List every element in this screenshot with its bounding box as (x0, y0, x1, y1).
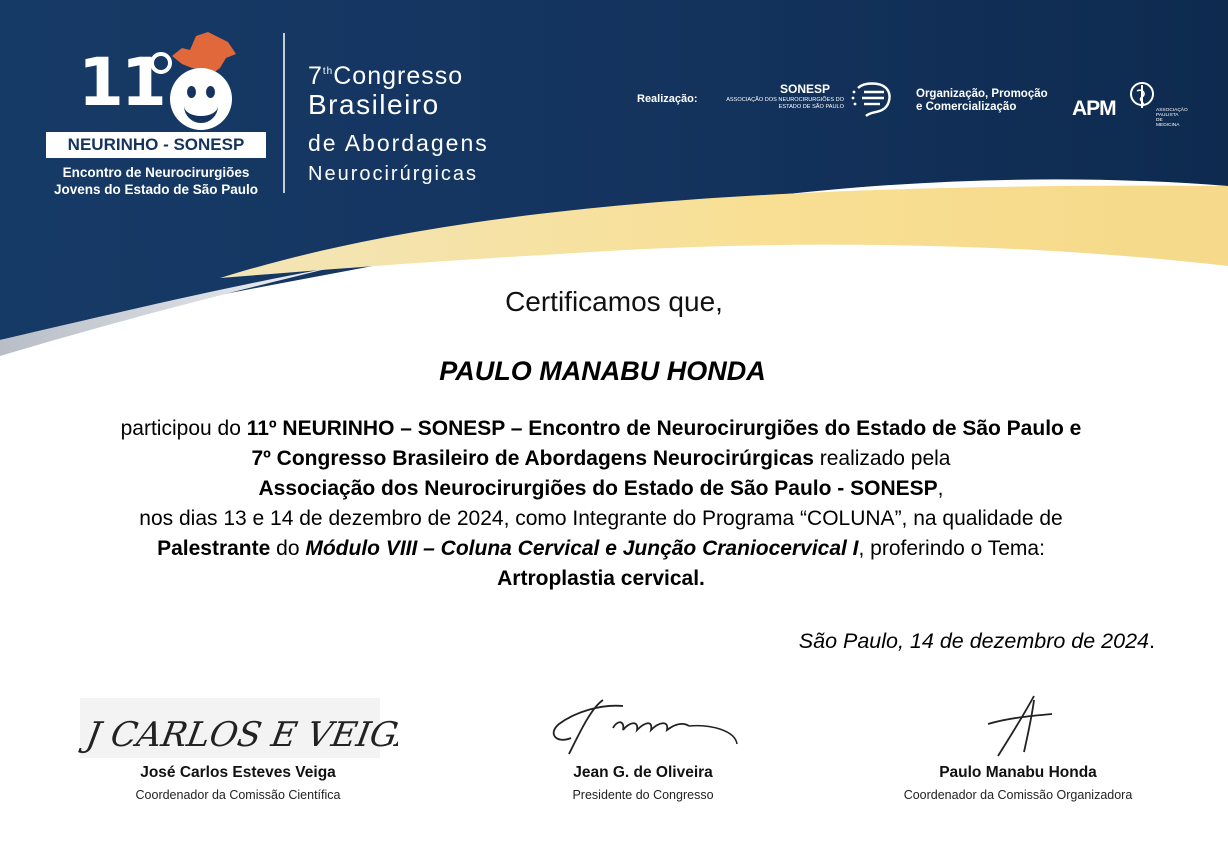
apm-caduceus-icon (1129, 82, 1155, 112)
body-line4: nos dias 13 e 14 de dezembro de 2024, como Integrante do Programa “COLUNA”, na qualidade de (139, 507, 1063, 530)
congress-line2: Brasileiro (308, 89, 440, 120)
module-name: Módulo VIII – Coluna Cervical e Junção Craniocervical I (305, 537, 859, 560)
body-line6 (40, 564, 1162, 594)
congress-line4: Neurocirúrgicas (308, 163, 479, 185)
signature-scribble-oliveira (483, 694, 803, 760)
event-name: 11º NEURINHO – SONESP – Encontro de Neurocirurgiões do Estado de São Paulo e (246, 417, 1082, 440)
signature-image (858, 694, 1178, 760)
congress-edition: 7 (308, 62, 323, 90)
logo-subtitle (40, 164, 272, 198)
neurinho-logo (40, 30, 280, 200)
place-date-text: São Paulo, 14 de dezembro de 2024 (798, 629, 1150, 653)
congress-edition-suffix: th (322, 66, 334, 77)
organizacao-label (916, 88, 1048, 114)
signer-role: Coordenador da Comissão Científica (135, 788, 341, 802)
signer-name: José Carlos Esteves Veiga (140, 764, 336, 781)
body-line3-text: , (937, 477, 944, 500)
degree-mark (150, 52, 172, 74)
body-line5-end: , proferindo o Tema: (858, 537, 1045, 560)
talk-theme: Artroplastia cervical. (497, 567, 705, 590)
signer-role: Coordenador da Comissão Organizadora (903, 788, 1133, 802)
apm-logo-subtitle: ASSOCIAÇÃO PAULISTA DE MEDICINA (1156, 108, 1188, 128)
logo-subtitle-line2: Jovens do Estado de São Paulo (53, 182, 259, 197)
recipient-name: PAULO MANABU HONDA (439, 356, 766, 386)
logo-tag: NEURINHO - SONESP (46, 132, 266, 158)
signer-name: Jean G. de Oliveira (573, 764, 713, 781)
signature-block-veiga (78, 694, 398, 802)
logo-subtitle-line1: Encontro de Neurocirurgiões (62, 165, 250, 180)
logo-number: 11 (78, 44, 164, 121)
organizacao-line2: e Comercialização (916, 101, 1017, 113)
eye-icon (187, 86, 196, 98)
header-divider (283, 33, 285, 193)
congress-line3: de Abordagens (308, 130, 489, 156)
body-line5-text: do (270, 537, 306, 560)
sonesp-logo-subtitle: ASSOCIAÇÃO DOS NEUROCIRURGIÕES DO ESTADO DE SÃO PAULO (726, 97, 844, 110)
congress-name: 7º Congresso Brasileiro de Abordagens Neurocirúrgicas (251, 447, 814, 470)
signer-name: Paulo Manabu Honda (939, 764, 1097, 781)
apm-logo-name: APM (1072, 97, 1116, 120)
eye-icon (206, 86, 215, 98)
signature-block-oliveira (483, 694, 803, 802)
organizacao-line1: Organização, Promoção (916, 88, 1048, 100)
smiley-face-icon (170, 68, 232, 130)
body-line2 (40, 444, 1162, 474)
certificate-body (40, 414, 1162, 594)
signature-image (78, 694, 398, 760)
mouth-icon (184, 100, 218, 123)
realizacao-label: Realização: (637, 93, 698, 105)
body-line3 (40, 474, 1162, 504)
body-line1 (40, 414, 1162, 444)
signature-image (483, 694, 803, 760)
signature-scribble-text: J CARLOS E VEIGA (83, 715, 398, 755)
signature-block-honda (858, 694, 1178, 802)
place-date (799, 629, 1155, 654)
sonesp-logo-name: SONESP (780, 82, 831, 96)
body-line2-text: realizado pela (813, 447, 951, 470)
body-line5 (40, 534, 1162, 564)
signature-scribble-veiga (78, 694, 398, 760)
place-date-period: . (1149, 629, 1155, 653)
congress-line1 (308, 58, 489, 90)
signer-role: Presidente do Congresso (572, 788, 714, 802)
congress-word: Congresso (333, 62, 464, 90)
role-label: Palestrante (157, 537, 271, 560)
sonesp-brain-icon (850, 82, 892, 118)
association-name: Associação dos Neurocirurgiões do Estado de São Paulo - SONESP (258, 477, 938, 500)
certificate-opening: Certificamos que, (505, 286, 723, 317)
congress-title (308, 58, 489, 188)
body-line1-text: participou do (120, 417, 247, 440)
signature-scribble-honda (858, 694, 1178, 760)
